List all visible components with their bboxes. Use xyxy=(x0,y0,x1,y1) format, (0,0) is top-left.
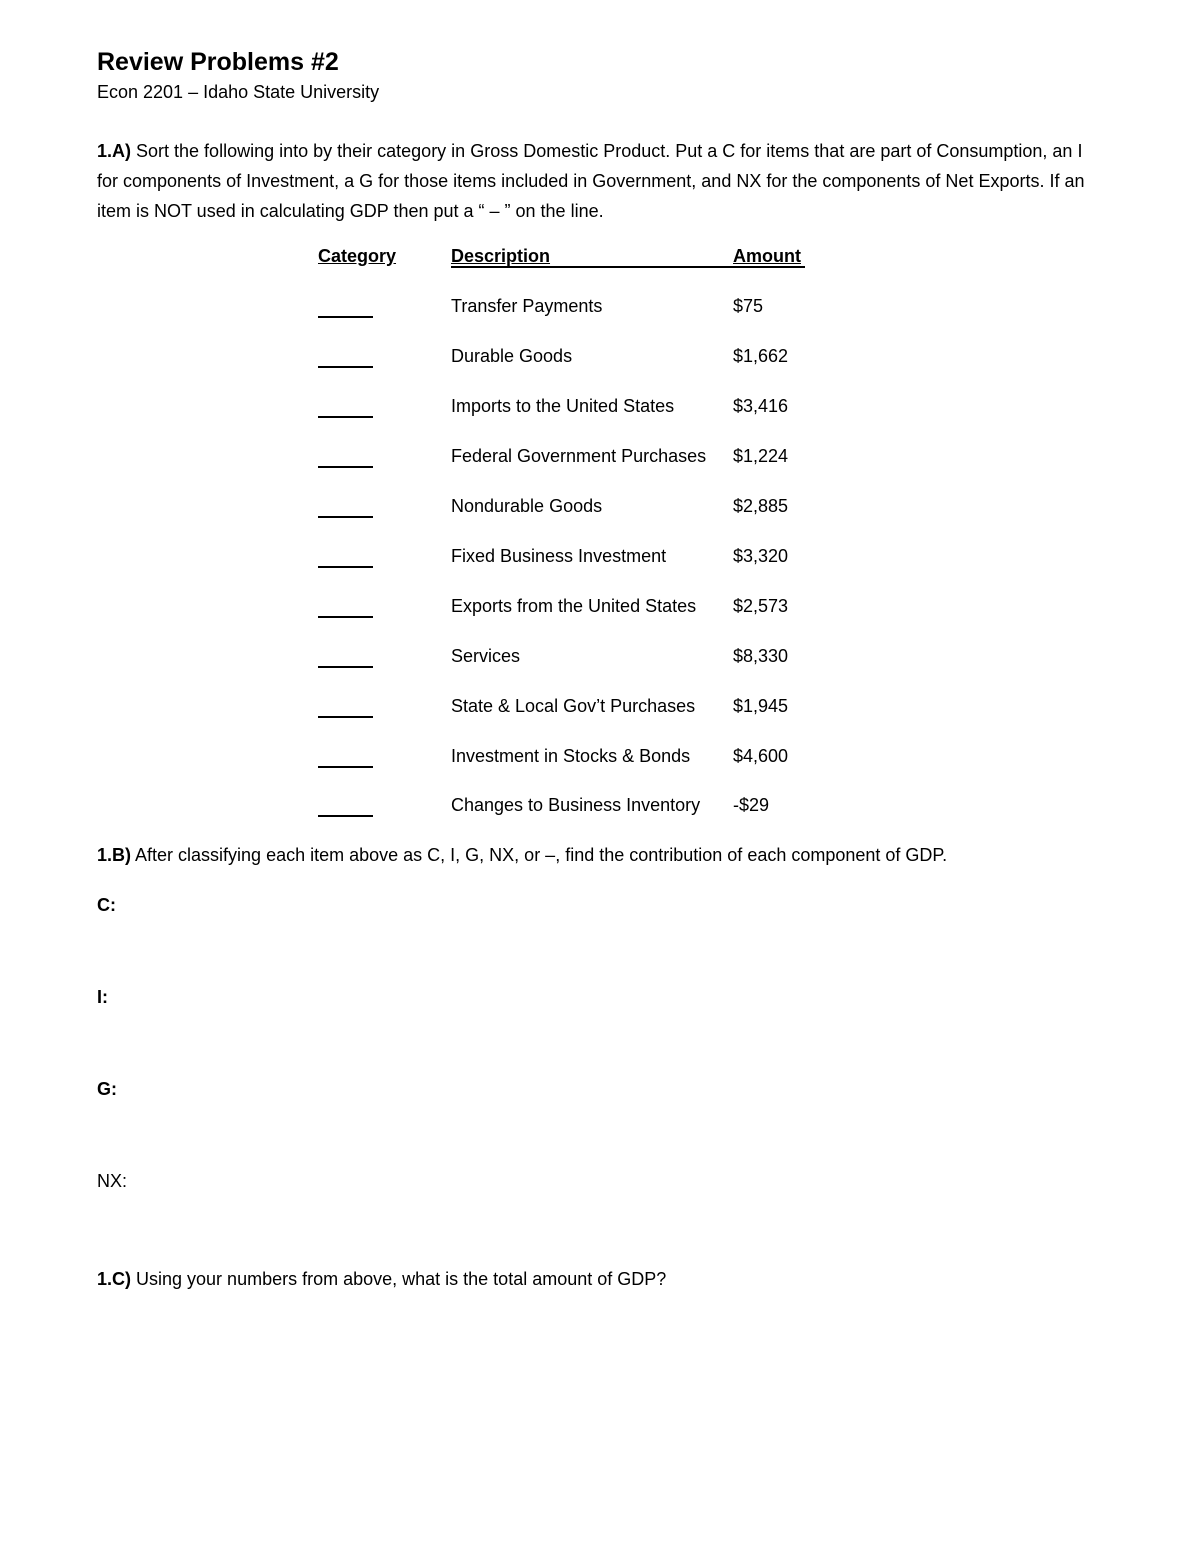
question-1b-text: After classifying each item above as C, I, G, NX, or –, find the contribution of each component of GDP. xyxy=(131,845,948,865)
header-description: Description xyxy=(451,246,551,266)
table-row xyxy=(0,396,1200,426)
category-blank[interactable] xyxy=(318,416,373,418)
question-1a xyxy=(97,136,1107,226)
table-row xyxy=(0,746,1200,776)
row-description: Nondurable Goods xyxy=(451,496,603,516)
category-blank[interactable] xyxy=(318,766,373,768)
row-amount: $75 xyxy=(733,296,764,316)
table-row xyxy=(0,546,1200,576)
row-description: Exports from the United States xyxy=(451,596,697,616)
question-1c-text: Using your numbers from above, what is the total amount of GDP? xyxy=(131,1269,667,1289)
table-row xyxy=(0,296,1200,326)
component-nx-label: NX: xyxy=(97,1171,128,1191)
question-1a-text: Sort the following into by their category in Gross Domestic Product. Put a C for items that are part of Consumption, an I for components of Investment, a G for those items included in Government, and NX for the components of Net Exports. If an item is NOT used in calculating GDP then put a “ – ” on the line. xyxy=(97,141,1085,221)
row-description: State & Local Gov’t Purchases xyxy=(451,696,696,716)
table-row xyxy=(0,795,1200,825)
question-1b xyxy=(97,845,947,866)
table-row xyxy=(0,446,1200,476)
row-amount: $4,600 xyxy=(733,746,789,766)
component-g-label: G: xyxy=(97,1079,117,1099)
row-amount: $3,320 xyxy=(733,546,789,566)
question-1c xyxy=(97,1269,666,1290)
category-blank[interactable] xyxy=(318,366,373,368)
row-description: Durable Goods xyxy=(451,346,573,366)
question-1a-label: 1.A) xyxy=(97,141,132,161)
row-amount: $2,885 xyxy=(733,496,789,516)
row-description: Fixed Business Investment xyxy=(451,546,667,566)
row-description: Changes to Business Inventory xyxy=(451,795,701,815)
header-underline xyxy=(451,266,805,268)
table-row xyxy=(0,496,1200,526)
table-row xyxy=(0,646,1200,676)
row-amount: $8,330 xyxy=(733,646,789,666)
component-i-label: I: xyxy=(97,987,108,1007)
category-blank[interactable] xyxy=(318,566,373,568)
question-1b-label: 1.B) xyxy=(97,845,132,865)
category-blank[interactable] xyxy=(318,616,373,618)
row-amount: $1,224 xyxy=(733,446,789,466)
row-amount: -$29 xyxy=(733,795,770,815)
header-category: Category xyxy=(318,246,397,266)
component-c-label: C: xyxy=(97,895,116,915)
category-blank[interactable] xyxy=(318,316,373,318)
row-amount: $3,416 xyxy=(733,396,789,416)
category-blank[interactable] xyxy=(318,716,373,718)
course-subtitle: Econ 2201 – Idaho State University xyxy=(97,82,380,102)
row-amount: $2,573 xyxy=(733,596,789,616)
row-description: Federal Government Purchases xyxy=(451,446,707,466)
table-row xyxy=(0,346,1200,376)
question-1c-label: 1.C) xyxy=(97,1269,132,1289)
header-amount: Amount xyxy=(733,246,801,266)
row-description: Transfer Payments xyxy=(451,296,603,316)
page-title: Review Problems #2 xyxy=(97,48,339,76)
row-description: Imports to the United States xyxy=(451,396,675,416)
row-amount: $1,662 xyxy=(733,346,789,366)
category-blank[interactable] xyxy=(318,466,373,468)
category-blank[interactable] xyxy=(318,516,373,518)
row-amount: $1,945 xyxy=(733,696,789,716)
category-blank[interactable] xyxy=(318,666,373,668)
row-description: Investment in Stocks & Bonds xyxy=(451,746,691,766)
row-description: Services xyxy=(451,646,521,666)
category-blank[interactable] xyxy=(318,815,373,817)
table-row xyxy=(0,596,1200,626)
table-row xyxy=(0,696,1200,726)
